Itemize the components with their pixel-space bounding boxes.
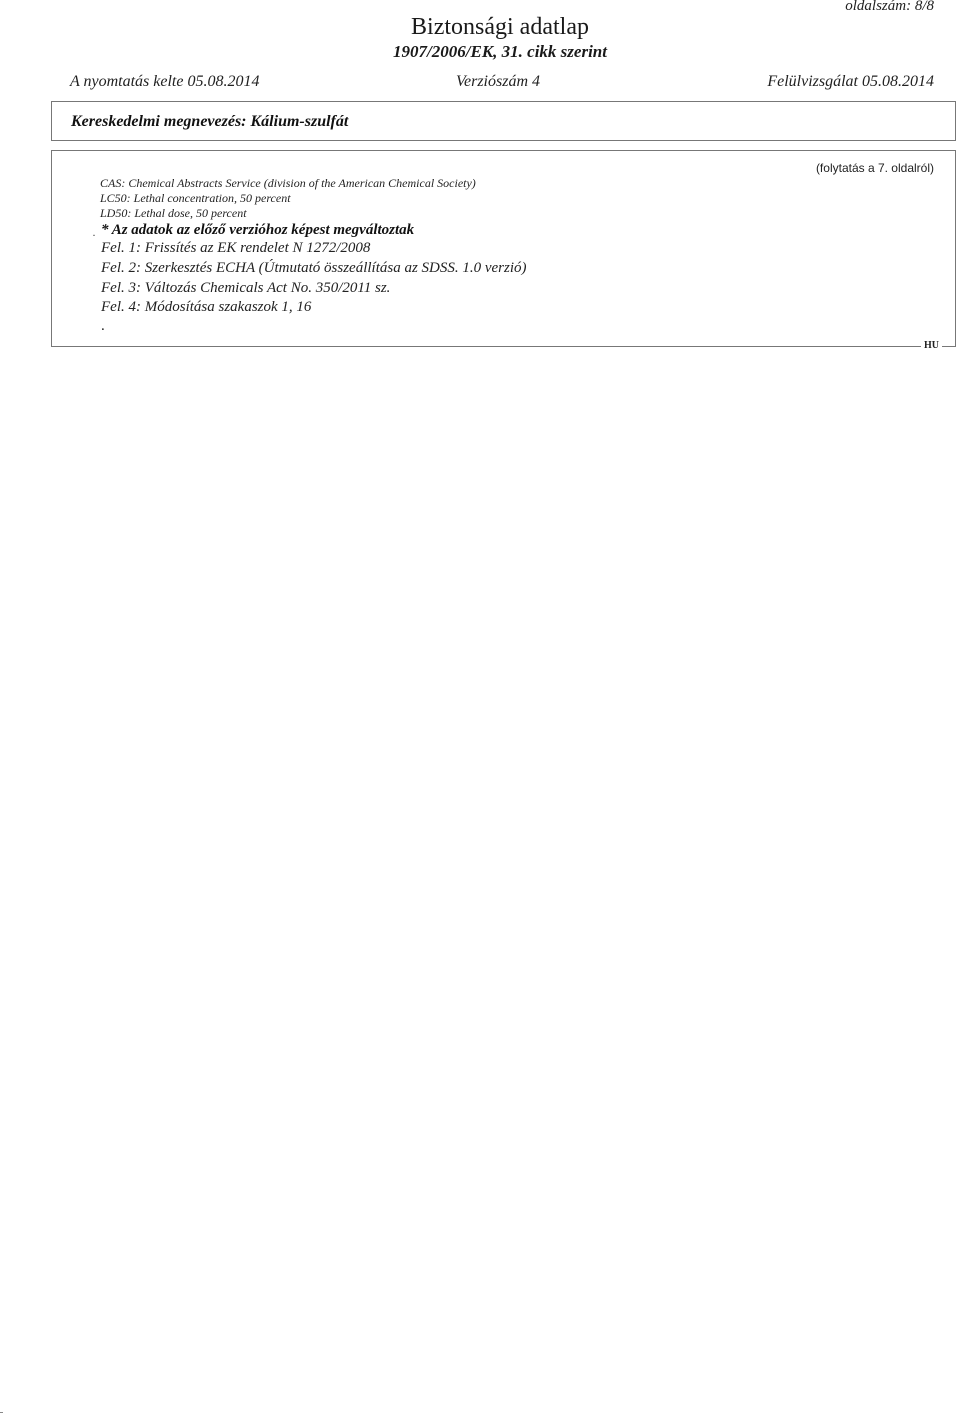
- abbreviation-cas: CAS: Chemical Abstracts Service (division of the American Chemical Society): [100, 176, 476, 190]
- change-item-3: Fel. 3: Változás Chemicals Act No. 350/2011 sz.: [101, 280, 391, 296]
- trade-name-box: [51, 101, 956, 141]
- page-corner-mark: [0, 1412, 3, 1413]
- changes-bullet-marker: ·: [92, 228, 96, 242]
- changes-heading: * Az adatok az előző verzióhoz képest megváltoztak: [101, 222, 415, 238]
- page-number: oldalszám: 8/8: [845, 0, 934, 14]
- document-subtitle: 1907/2006/EK, 31. cikk szerint: [393, 42, 607, 61]
- language-code: HU: [924, 340, 939, 351]
- change-item-1: Fel. 1: Frissítés az EK rendelet N 1272/2008: [101, 240, 371, 256]
- end-of-document-dot: .: [101, 318, 105, 334]
- print-date: A nyomtatás kelte 05.08.2014: [70, 73, 260, 90]
- change-item-4: Fel. 4: Módosítása szakaszok 1, 16: [101, 299, 312, 315]
- review-date: Felülvizsgálat 05.08.2014: [767, 73, 934, 90]
- continued-from-note: (folytatás a 7. oldalról): [815, 161, 934, 175]
- abbreviation-ld50: LD50: Lethal dose, 50 percent: [100, 206, 247, 220]
- abbreviation-lc50: LC50: Lethal concentration, 50 percent: [100, 191, 291, 205]
- version-number: Verziószám 4: [456, 73, 541, 90]
- section-divider: [51, 346, 921, 347]
- trade-name: Kereskedelmi megnevezés: Kálium-szulfát: [71, 113, 349, 130]
- section-divider-end: [942, 346, 956, 347]
- document-title: Biztonsági adatlap: [411, 14, 589, 40]
- change-item-2: Fel. 2: Szerkesztés ECHA (Útmutató összeállítása az SDSS. 1.0 verzió): [101, 260, 527, 276]
